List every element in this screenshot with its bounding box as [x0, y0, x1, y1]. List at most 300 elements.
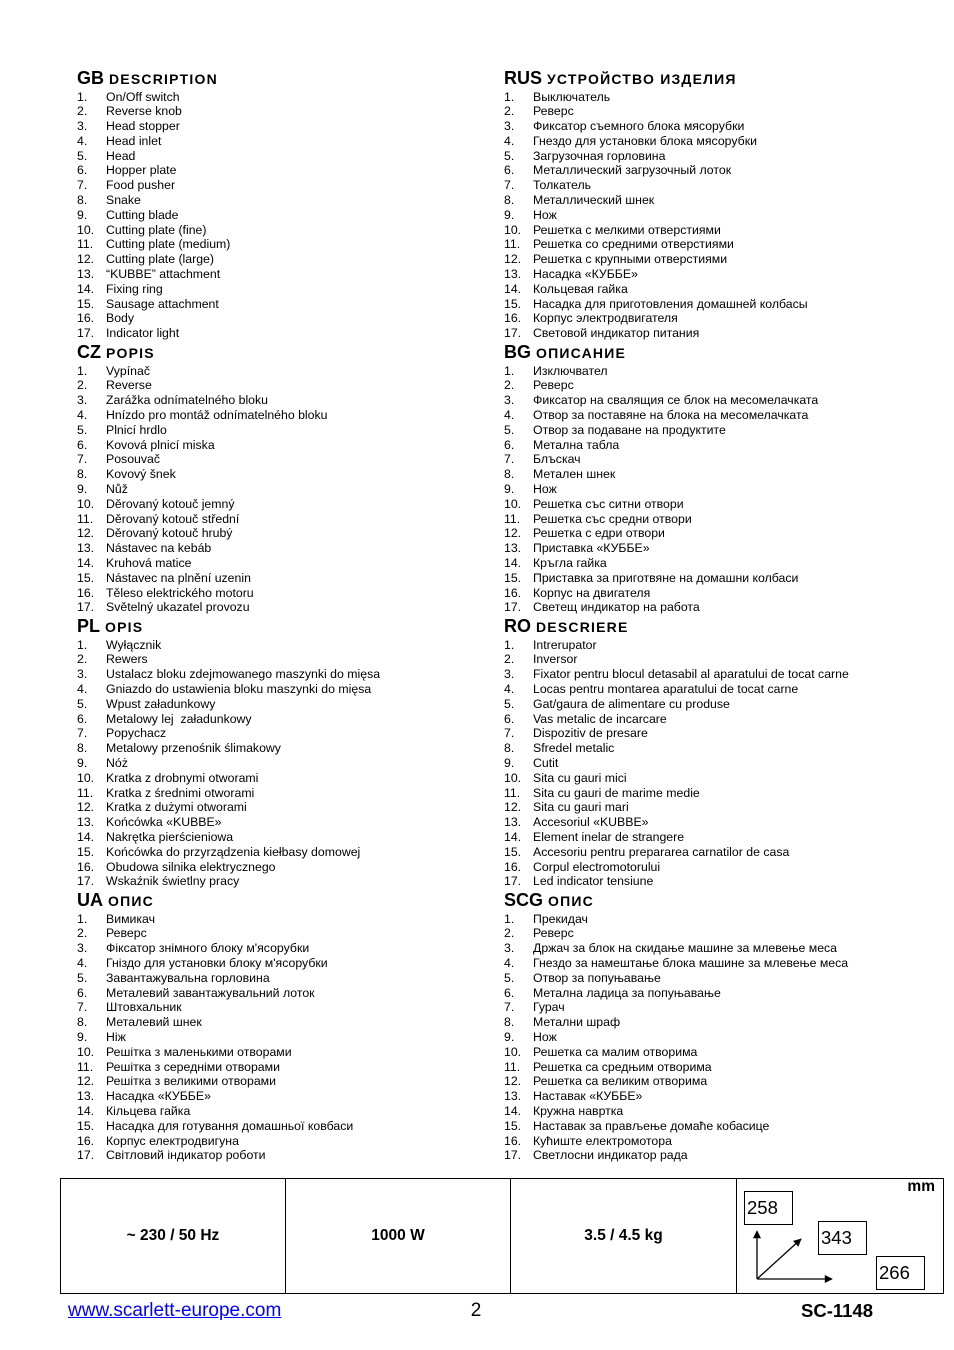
list-item: [504, 800, 944, 815]
item-number: 2.: [77, 926, 88, 941]
item-label: Posouvač: [106, 452, 161, 467]
item-number: 5.: [504, 422, 515, 437]
list-item: [77, 282, 497, 297]
item-number: 15.: [77, 570, 95, 585]
item-label: Head: [106, 148, 136, 163]
item-number: 5.: [77, 696, 88, 711]
item-number: 15.: [504, 1118, 522, 1133]
item-label: Snake: [106, 193, 141, 208]
list-item: [77, 526, 497, 541]
item-label: Cutit: [533, 755, 559, 770]
right-column: [504, 67, 944, 1163]
item-number: 11.: [77, 785, 94, 800]
item-number: 6.: [77, 163, 88, 178]
item-number: 1.: [504, 363, 515, 378]
item-number: 5.: [504, 970, 515, 985]
section-heading: [77, 341, 497, 364]
item-number: 12.: [77, 252, 95, 267]
language-code: CZ: [77, 342, 101, 363]
item-label: Отвор за поставяне на блока на месомелачката: [533, 407, 809, 422]
item-label: Nástavec na kebáb: [106, 541, 212, 556]
item-label: Насадка для готування домашньої ковбаси: [106, 1118, 354, 1133]
item-number: 4.: [504, 407, 515, 422]
item-label: Wpust załadunkowy: [106, 696, 216, 711]
item-label: Завантажувальна горловина: [106, 970, 270, 985]
item-number: 15.: [77, 1118, 95, 1133]
list-item: [504, 1015, 944, 1030]
list-item: [77, 556, 497, 571]
item-number: 11.: [77, 511, 94, 526]
item-number: 10.: [77, 1044, 95, 1059]
item-number: 14.: [77, 281, 95, 296]
item-label: Kovový šnek: [106, 467, 176, 482]
list-item: [77, 845, 497, 860]
item-number: 13.: [77, 267, 95, 282]
voltage-value: ~ 230 / 50 Hz: [126, 1227, 220, 1244]
list-item: [77, 1134, 497, 1149]
list-item: [77, 874, 497, 889]
list-item: [77, 600, 497, 615]
section-heading: [504, 67, 944, 90]
list-item: [77, 134, 497, 149]
list-item: [77, 1104, 497, 1119]
item-number: 2.: [77, 378, 88, 393]
list-item: [77, 297, 497, 312]
list-item: [504, 512, 944, 527]
item-number: 3.: [77, 941, 88, 956]
item-label: Решетка с крупными отверстиями: [533, 252, 728, 267]
item-label: Cutting plate (medium): [106, 237, 231, 252]
page-number: 2: [470, 1300, 482, 1321]
item-label: Наставак «КУББЕ»: [533, 1089, 643, 1104]
item-label: Решетка са великим отворима: [533, 1074, 708, 1089]
list-item: [77, 1119, 497, 1134]
list-item: [77, 1148, 497, 1163]
list-item: [504, 467, 944, 482]
list-item: [77, 682, 497, 697]
item-number: 6.: [77, 711, 88, 726]
list-item: [504, 1089, 944, 1104]
list-item: [504, 786, 944, 801]
list-item: [504, 1030, 944, 1045]
item-number: 4.: [77, 956, 88, 971]
item-number: 13.: [77, 1089, 95, 1104]
section-scg: [504, 889, 944, 1163]
diagonal-arrow-icon: [757, 1239, 801, 1279]
item-label: Metalowy przenośnik ślimakowy: [106, 741, 281, 756]
section-heading: [504, 889, 944, 912]
item-label: Cutting plate (fine): [106, 222, 207, 237]
dimension-value: 343: [821, 1227, 852, 1248]
item-number: 14.: [77, 1104, 95, 1118]
item-label: Кільцева гайка: [106, 1104, 191, 1118]
list-item: [77, 741, 497, 756]
model-number: SC-1148: [801, 1300, 873, 1321]
item-number: 10.: [504, 1044, 522, 1059]
item-label: Решетка с едри отвори: [533, 526, 665, 541]
list-item: [504, 252, 944, 267]
item-number: 12.: [504, 252, 522, 267]
item-number: 14.: [77, 829, 95, 844]
item-number: 15.: [77, 296, 95, 311]
section-bg: [504, 341, 944, 615]
power-cell: [286, 1179, 511, 1293]
item-label: Отвор за попуњавање: [533, 970, 661, 985]
item-label: Locas pentru montarea aparatului de tocat carne: [533, 681, 799, 696]
language-code: UA: [77, 890, 103, 911]
item-number: 9.: [504, 755, 515, 770]
item-label: Нож: [533, 1030, 557, 1045]
item-label: Kratka z dużymi otworami: [106, 800, 247, 815]
list-item: [504, 912, 944, 927]
list-item: [504, 571, 944, 586]
section-title: DESCRIPTION: [109, 71, 218, 87]
item-label: Nůž: [106, 481, 128, 496]
item-label: Решетка със средни отвори: [533, 511, 692, 526]
list-item: [77, 1089, 497, 1104]
item-number: 7.: [504, 1000, 515, 1015]
section-title: ОПИСАНИЕ: [536, 345, 626, 362]
item-number: 7.: [77, 726, 88, 741]
item-number: 17.: [504, 874, 522, 889]
list-item: [77, 652, 497, 667]
list-item: [504, 926, 944, 941]
item-label: Метална ладица за попуњавање: [533, 985, 721, 1000]
item-label: Food pusher: [106, 178, 176, 193]
list-item: [504, 149, 944, 164]
item-label: Нож: [533, 207, 557, 222]
item-number: 12.: [77, 800, 95, 815]
language-code: SCG: [504, 890, 544, 911]
item-number: 4.: [504, 956, 515, 971]
item-number: 8.: [77, 467, 88, 482]
item-number: 15.: [504, 570, 522, 585]
item-label: Indicator light: [106, 326, 180, 341]
item-label: Sita cu gauri mari: [533, 800, 629, 815]
item-number: 6.: [77, 985, 88, 1000]
item-label: Cutting blade: [106, 207, 179, 222]
item-number: 1.: [504, 911, 515, 926]
item-label: Гніздо для установки блоку м'ясорубки: [106, 956, 328, 971]
item-label: Кольцевая гайка: [533, 281, 628, 296]
item-label: Hopper plate: [106, 163, 177, 178]
item-label: On/Off switch: [106, 89, 180, 104]
item-label: Реверс: [533, 378, 574, 393]
list-item: [504, 638, 944, 653]
item-number: 9.: [77, 481, 88, 496]
list-item: [77, 149, 497, 164]
item-label: Děrovaný kotouč jemný: [106, 496, 235, 511]
list-item: [77, 364, 497, 379]
item-number: 16.: [504, 585, 522, 600]
section-title: УСТРОЙСТВО ИЗДЕЛИЯ: [547, 71, 737, 87]
list-item: [77, 408, 497, 423]
item-number: 3.: [77, 667, 88, 682]
section-heading: [77, 67, 497, 90]
item-number: 8.: [504, 741, 515, 756]
list-item: [504, 874, 944, 889]
item-number: 9.: [504, 207, 515, 222]
item-number: 4.: [77, 407, 88, 422]
item-number: 3.: [77, 393, 88, 408]
item-label: Vypínač: [106, 363, 150, 378]
item-label: Толкатель: [533, 178, 592, 193]
list-item: [504, 193, 944, 208]
item-label: Wyłącznik: [106, 637, 162, 652]
item-label: Plnicí hrdlo: [106, 422, 167, 437]
section-heading: [77, 889, 497, 912]
item-number: 6.: [504, 985, 515, 1000]
item-number: 14.: [77, 555, 95, 570]
item-label: Fixing ring: [106, 281, 163, 296]
section-rus: [504, 67, 944, 341]
item-number: 16.: [504, 859, 522, 874]
item-number: 8.: [77, 193, 88, 208]
spec-table: [60, 1178, 944, 1294]
list-item: [77, 193, 497, 208]
item-number: 11.: [77, 237, 94, 252]
item-label: Корпус електродвигуна: [106, 1133, 239, 1148]
item-number: 12.: [504, 526, 522, 541]
section-gb: [77, 67, 497, 341]
list-item: [504, 378, 944, 393]
list-item: [504, 956, 944, 971]
item-number: 13.: [504, 267, 522, 282]
item-number: 8.: [504, 193, 515, 208]
dimension-value: 258: [747, 1197, 778, 1218]
list-item: [77, 638, 497, 653]
item-label: Светещ индикатор на работа: [533, 600, 700, 615]
list-item: [77, 1015, 497, 1030]
item-label: Ніж: [106, 1030, 126, 1045]
section-title: OPIS: [105, 619, 144, 636]
list-item: [504, 90, 944, 105]
list-item: [504, 208, 944, 223]
list-item: [77, 252, 497, 267]
section-title: POPIS: [106, 345, 155, 362]
item-number: 5.: [504, 696, 515, 711]
item-number: 17.: [504, 600, 522, 615]
item-label: Rewers: [106, 652, 148, 667]
item-label: Кућиште електромотора: [533, 1133, 672, 1148]
item-number: 9.: [77, 207, 88, 222]
list-item: [77, 497, 497, 512]
item-number: 9.: [504, 481, 515, 496]
list-item: [77, 771, 497, 786]
list-item: [504, 311, 944, 326]
item-label: Решетка со средними отверстиями: [533, 237, 734, 252]
item-number: 1.: [504, 637, 515, 652]
list-item: [504, 178, 944, 193]
dimension-value: 266: [879, 1262, 910, 1283]
item-label: Насадка «КУББЕ»: [106, 1089, 211, 1104]
item-number: 3.: [504, 667, 515, 682]
list-item: [504, 1000, 944, 1015]
item-number: 16.: [504, 311, 522, 326]
item-number: 12.: [77, 526, 95, 541]
item-label: Корпус на двигателя: [533, 585, 651, 600]
item-number: 7.: [77, 452, 88, 467]
item-number: 14.: [504, 555, 522, 570]
item-label: Popychacz: [106, 726, 167, 741]
item-label: Фіксатор знімного блоку м'ясорубки: [106, 941, 310, 956]
list-item: [77, 1060, 497, 1075]
item-number: 17.: [77, 874, 95, 889]
section-pl: [77, 615, 497, 889]
section-heading: [77, 615, 497, 638]
list-item: [77, 90, 497, 105]
item-label: Děrovaný kotouč hrubý: [106, 526, 233, 541]
item-number: 12.: [77, 1074, 95, 1089]
list-item: [77, 815, 497, 830]
list-item: [504, 1119, 944, 1134]
item-label: Метален шнек: [533, 467, 616, 482]
list-item: [504, 282, 944, 297]
item-number: 10.: [504, 222, 522, 237]
item-label: Металевий завантажувальний лоток: [106, 985, 315, 1000]
item-label: Děrovaný kotouč střední: [106, 511, 240, 526]
list-item: [77, 467, 497, 482]
dimension-box: [818, 1221, 867, 1255]
item-label: Изключвател: [533, 363, 608, 378]
list-item: [77, 971, 497, 986]
item-number: 2.: [504, 104, 515, 119]
item-label: Accesoriu pentru prepararea carnatilor de casa: [533, 844, 790, 859]
item-number: 1.: [504, 89, 515, 104]
list-item: [504, 134, 944, 149]
list-item: [504, 741, 944, 756]
weight-cell: [511, 1179, 737, 1293]
list-item: [504, 556, 944, 571]
item-number: 8.: [504, 1015, 515, 1030]
item-number: 16.: [504, 1133, 522, 1148]
item-number: 1.: [77, 911, 88, 926]
item-label: Светлосни индикатор рада: [533, 1148, 688, 1163]
list-item: [504, 845, 944, 860]
item-number: 3.: [504, 941, 515, 956]
list-item: [77, 378, 497, 393]
item-number: 9.: [77, 1030, 88, 1045]
item-label: Cutting plate (large): [106, 252, 214, 267]
item-label: Nóż: [106, 755, 128, 770]
dimensions-cell: [737, 1179, 943, 1293]
item-number: 17.: [504, 326, 522, 341]
item-label: Гурач: [533, 1000, 565, 1015]
item-number: 2.: [504, 926, 515, 941]
list-item: [504, 830, 944, 845]
list-item: [77, 104, 497, 119]
list-item: [77, 512, 497, 527]
item-label: Sfredel metalic: [533, 741, 615, 756]
list-item: [77, 1045, 497, 1060]
item-label: Kruhová matice: [106, 555, 192, 570]
dimension-box: [876, 1256, 925, 1290]
item-label: Реверс: [533, 926, 574, 941]
list-item: [77, 423, 497, 438]
item-number: 13.: [504, 1089, 522, 1104]
list-item: [504, 408, 944, 423]
item-number: 1.: [77, 637, 88, 652]
list-item: [77, 667, 497, 682]
section-ro: [504, 615, 944, 889]
list-item: [504, 237, 944, 252]
list-item: [504, 971, 944, 986]
list-item: [504, 497, 944, 512]
item-number: 8.: [504, 467, 515, 482]
item-label: Intrerupator: [533, 637, 597, 652]
item-number: 10.: [77, 770, 95, 785]
item-label: Inversor: [533, 652, 578, 667]
item-label: Отвор за подаване на продуктите: [533, 422, 726, 437]
language-code: RUS: [504, 68, 543, 88]
item-label: Насадка «КУББЕ»: [533, 267, 638, 282]
item-label: Гнездо за намештање блока машине за млевење меса: [533, 956, 849, 971]
item-label: Вимикач: [106, 911, 156, 926]
item-label: Wskaźnik świetlny pracy: [106, 874, 240, 889]
dimension-box: [744, 1191, 793, 1225]
left-column: [77, 67, 497, 1163]
list-item: [77, 926, 497, 941]
item-number: 13.: [77, 815, 95, 830]
item-label: Метални шраф: [533, 1015, 621, 1030]
list-item: [504, 326, 944, 341]
item-label: Ustalacz bloku zdejmowanego maszynki do mięsa: [106, 667, 381, 682]
list-item: [504, 364, 944, 379]
item-label: Світловий індикатор роботи: [106, 1148, 266, 1163]
list-item: [504, 1134, 944, 1149]
list-item: [504, 600, 944, 615]
list-item: [77, 178, 497, 193]
list-item: [504, 393, 944, 408]
item-number: 3.: [504, 119, 515, 134]
list-item: [77, 860, 497, 875]
item-number: 10.: [504, 770, 522, 785]
list-item: [77, 756, 497, 771]
item-number: 8.: [77, 741, 88, 756]
item-number: 16.: [77, 859, 95, 874]
item-number: 7.: [504, 726, 515, 741]
item-label: Reverse: [106, 378, 152, 393]
section-title: ОПИС: [108, 893, 154, 910]
item-number: 11.: [504, 511, 521, 526]
item-number: 16.: [77, 585, 95, 600]
item-label: Head stopper: [106, 119, 180, 134]
language-code: PL: [77, 616, 101, 637]
section-heading: [504, 615, 944, 638]
item-label: Приставка за приготвяне на домашни колбаси: [533, 570, 799, 585]
list-item: [504, 104, 944, 119]
website-link[interactable]: www.scarlett-europe.com: [68, 1300, 282, 1321]
item-number: 2.: [77, 652, 88, 667]
item-label: Насадка для приготовления домашней колбасы: [533, 296, 808, 311]
item-number: 14.: [504, 1104, 522, 1118]
list-item: [504, 119, 944, 134]
item-number: 14.: [504, 281, 522, 296]
list-item: [77, 941, 497, 956]
section-title: DESCRIERE: [536, 619, 629, 636]
item-label: Led indicator tensiune: [533, 874, 654, 889]
item-label: Vas metalic de incarcare: [533, 711, 667, 726]
list-item: [504, 541, 944, 556]
list-item: [77, 438, 497, 453]
list-item: [77, 223, 497, 238]
item-number: 4.: [77, 681, 88, 696]
item-label: Фиксатор съемного блока мясорубки: [533, 119, 745, 134]
item-label: Решітка з маленькими отворами: [106, 1044, 292, 1059]
list-item: [77, 163, 497, 178]
item-label: “KUBBE” attachment: [106, 267, 221, 282]
list-item: [504, 1060, 944, 1075]
